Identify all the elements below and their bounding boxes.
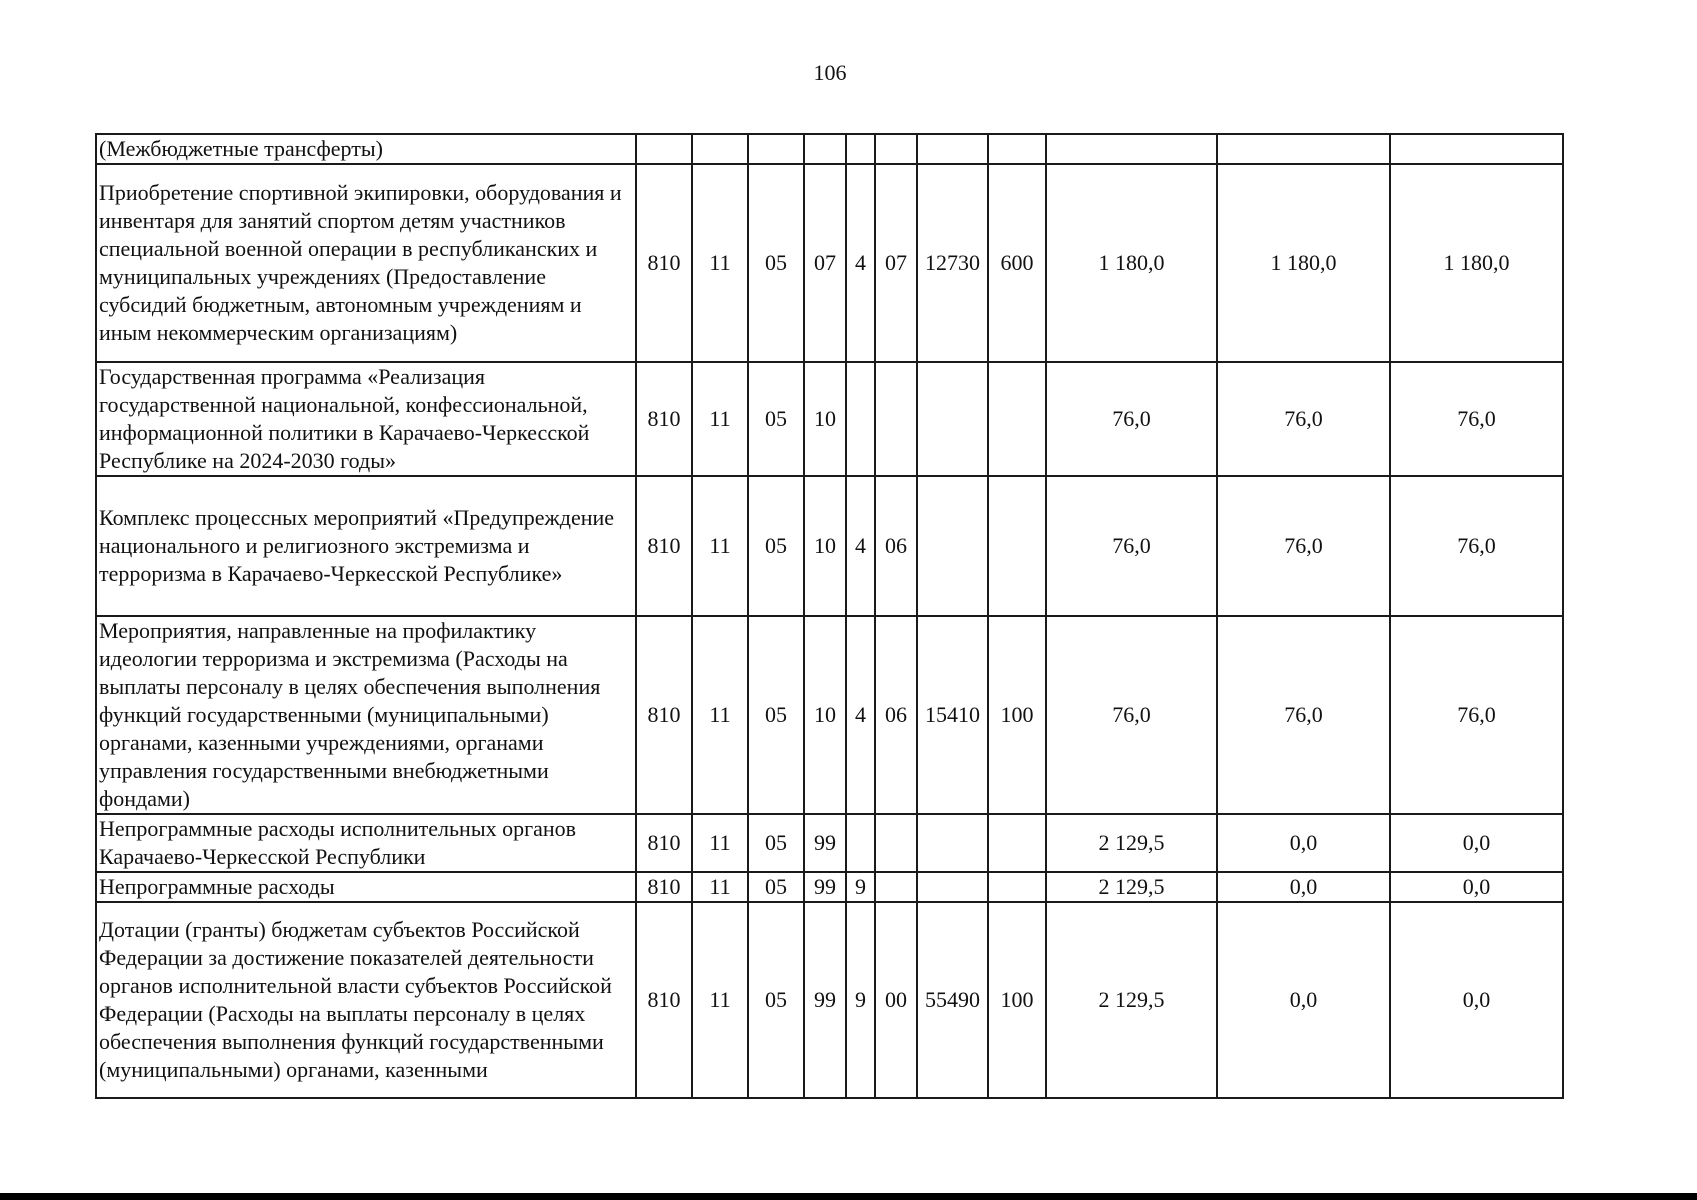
code-cell: 100 (988, 902, 1046, 1098)
code-cell: 11 (692, 164, 748, 362)
code-cell (846, 362, 875, 476)
amount-cell: 76,0 (1217, 616, 1390, 814)
code-cell: 11 (692, 476, 748, 616)
code-cell: 600 (988, 164, 1046, 362)
table-row (96, 872, 1563, 902)
code-cell: 05 (748, 814, 804, 872)
table-row (96, 902, 1563, 1098)
code-cell (692, 134, 748, 164)
code-cell (917, 134, 988, 164)
code-cell (875, 814, 917, 872)
row-name-cell: Дотации (гранты) бюджетам субъектов Российской Федерации за достижение показателей деятельности органов исполнительной власти субъектов Российской Федерации (Расходы на выплаты персоналу в целях обеспечения выполнения функций государственными (муниципальными) органами, казенными (96, 902, 636, 1098)
row-name-cell: (Межбюджетные трансферты) (96, 134, 636, 164)
code-cell (875, 134, 917, 164)
scan-bottom-edge (0, 1193, 1697, 1200)
code-cell: 06 (875, 616, 917, 814)
code-cell: 100 (988, 616, 1046, 814)
code-cell: 11 (692, 362, 748, 476)
code-cell (875, 872, 917, 902)
amount-cell: 2 129,5 (1046, 902, 1217, 1098)
amount-cell: 76,0 (1046, 362, 1217, 476)
code-cell: 99 (804, 814, 846, 872)
code-cell: 11 (692, 872, 748, 902)
amount-cell: 76,0 (1046, 476, 1217, 616)
amount-cell: 0,0 (1217, 814, 1390, 872)
table-row (96, 134, 1563, 164)
code-cell: 4 (846, 476, 875, 616)
code-cell: 99 (804, 872, 846, 902)
code-cell: 810 (636, 814, 692, 872)
code-cell: 810 (636, 872, 692, 902)
code-cell (875, 362, 917, 476)
code-cell (846, 814, 875, 872)
code-cell: 15410 (917, 616, 988, 814)
amount-cell: 76,0 (1046, 616, 1217, 814)
code-cell (988, 362, 1046, 476)
code-cell (917, 476, 988, 616)
code-cell: 05 (748, 902, 804, 1098)
code-cell: 810 (636, 362, 692, 476)
code-cell: 10 (804, 362, 846, 476)
code-cell: 810 (636, 902, 692, 1098)
code-cell: 05 (748, 872, 804, 902)
amount-cell (1046, 134, 1217, 164)
table-row (96, 814, 1563, 872)
code-cell (988, 814, 1046, 872)
code-cell: 11 (692, 616, 748, 814)
code-cell (988, 476, 1046, 616)
table-row (96, 164, 1563, 362)
amount-cell: 1 180,0 (1390, 164, 1563, 362)
code-cell: 10 (804, 476, 846, 616)
code-cell: 12730 (917, 164, 988, 362)
amount-cell: 76,0 (1390, 476, 1563, 616)
code-cell: 07 (804, 164, 846, 362)
row-name-cell: Непрограммные расходы (96, 872, 636, 902)
code-cell (988, 134, 1046, 164)
amount-cell: 76,0 (1390, 616, 1563, 814)
row-name-cell: Мероприятия, направленные на профилактику идеологии терроризма и экстремизма (Расходы на выплаты персоналу в целях обеспечения выполнения функций государственными (муниципальными) органами, казенными учреждениями, органами управления государственными внебюджетными фондами) (96, 616, 636, 814)
table-row (96, 616, 1563, 814)
amount-cell: 0,0 (1390, 902, 1563, 1098)
code-cell (636, 134, 692, 164)
row-name-cell: Приобретение спортивной экипировки, оборудования и инвентаря для занятий спортом детям участников специальной военной операции в республиканских и муниципальных учреждениях (Предоставление субсидий бюджетным, автономным учреждениям и иным некоммерческим организациям) (96, 164, 636, 362)
amount-cell: 1 180,0 (1046, 164, 1217, 362)
code-cell: 05 (748, 616, 804, 814)
amount-cell (1390, 134, 1563, 164)
amount-cell: 76,0 (1217, 476, 1390, 616)
table-row (96, 362, 1563, 476)
row-name-cell: Комплекс процессных мероприятий «Предупреждение национального и религиозного экстремизма и терроризма в Карачаево-Черкесской Республике» (96, 476, 636, 616)
code-cell: 4 (846, 616, 875, 814)
amount-cell: 2 129,5 (1046, 872, 1217, 902)
code-cell (846, 134, 875, 164)
code-cell (917, 362, 988, 476)
code-cell (804, 134, 846, 164)
code-cell: 11 (692, 814, 748, 872)
amount-cell: 2 129,5 (1046, 814, 1217, 872)
amount-cell: 0,0 (1390, 872, 1563, 902)
page-number: 106 (813, 60, 847, 85)
code-cell (917, 814, 988, 872)
code-cell (917, 872, 988, 902)
code-cell: 810 (636, 476, 692, 616)
code-cell: 9 (846, 902, 875, 1098)
code-cell: 05 (748, 362, 804, 476)
budget-table (95, 133, 1564, 1099)
code-cell: 4 (846, 164, 875, 362)
amount-cell: 76,0 (1217, 362, 1390, 476)
table-row (96, 476, 1563, 616)
amount-cell: 0,0 (1217, 872, 1390, 902)
code-cell: 07 (875, 164, 917, 362)
code-cell: 05 (748, 164, 804, 362)
amount-cell: 0,0 (1217, 902, 1390, 1098)
code-cell: 06 (875, 476, 917, 616)
code-cell: 9 (846, 872, 875, 902)
code-cell: 810 (636, 616, 692, 814)
row-name-cell: Непрограммные расходы исполнительных органов Карачаево-Черкесской Республики (96, 814, 636, 872)
amount-cell: 76,0 (1390, 362, 1563, 476)
code-cell: 10 (804, 616, 846, 814)
code-cell: 00 (875, 902, 917, 1098)
amount-cell (1217, 134, 1390, 164)
code-cell (748, 134, 804, 164)
amount-cell: 0,0 (1390, 814, 1563, 872)
code-cell: 11 (692, 902, 748, 1098)
code-cell: 810 (636, 164, 692, 362)
code-cell: 99 (804, 902, 846, 1098)
code-cell (988, 872, 1046, 902)
code-cell: 55490 (917, 902, 988, 1098)
row-name-cell: Государственная программа «Реализация государственной национальной, конфессиональной, информационной политики в Карачаево-Черкесской Республике на 2024-2030 годы» (96, 362, 636, 476)
code-cell: 05 (748, 476, 804, 616)
amount-cell: 1 180,0 (1217, 164, 1390, 362)
